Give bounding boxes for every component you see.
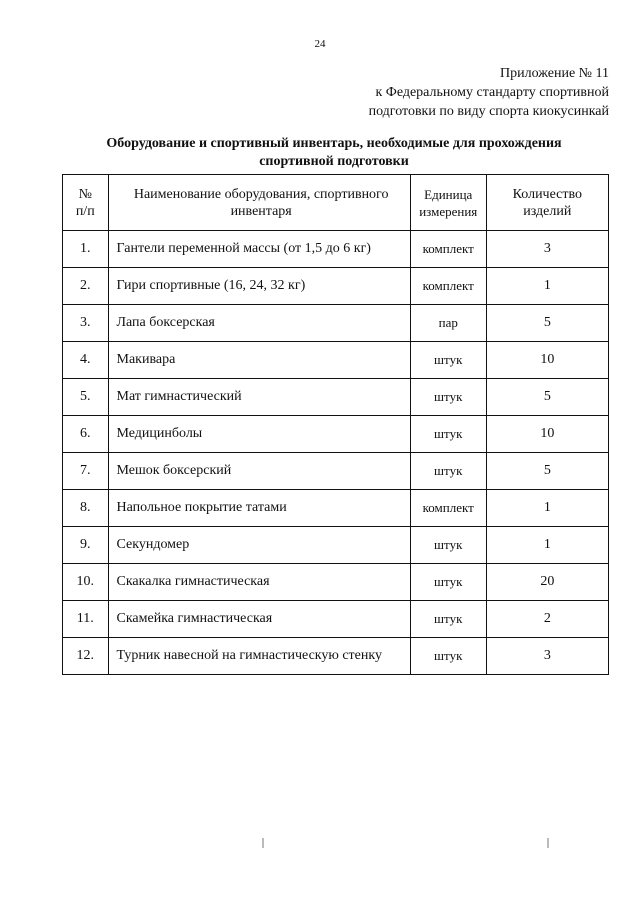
equipment-table: [62, 174, 609, 675]
table-row: [63, 527, 609, 564]
appendix-line-1: Приложение № 11: [500, 66, 609, 81]
cell-unit: штук: [410, 342, 486, 379]
appendix-line-2: к Федеральному стандарту спортивной: [375, 85, 609, 100]
cell-qty: 20: [486, 564, 608, 601]
cell-num: 3.: [63, 305, 109, 342]
cell-unit: штук: [410, 453, 486, 490]
cell-num: 7.: [63, 453, 109, 490]
cell-num: 11.: [63, 601, 109, 638]
table-row: [63, 453, 609, 490]
table-row: [63, 268, 609, 305]
cell-qty: 2: [486, 601, 608, 638]
cell-unit: комплект: [410, 268, 486, 305]
header-name-line-1: Наименование оборудования, спортивного: [133, 186, 389, 202]
cell-qty: 3: [486, 638, 608, 675]
header-unit-line-2: измерения: [419, 203, 478, 219]
cell-unit: штук: [410, 564, 486, 601]
cell-qty: 1: [486, 268, 608, 305]
cell-name: Гантели переменной массы (от 1,5 до 6 кг): [108, 231, 410, 268]
cell-num: 5.: [63, 379, 109, 416]
header-name: [108, 175, 410, 231]
header-qty: [486, 175, 608, 231]
table-header-row: [63, 175, 609, 231]
header-qty-line-2: изделий: [523, 203, 572, 219]
table-row: [63, 416, 609, 453]
cell-name: Гири спортивные (16, 24, 32 кг): [108, 268, 410, 305]
cell-num: 9.: [63, 527, 109, 564]
table-row: [63, 638, 609, 675]
cell-num: 10.: [63, 564, 109, 601]
cell-num: 12.: [63, 638, 109, 675]
appendix-heading: [369, 64, 609, 121]
cell-qty: 5: [486, 305, 608, 342]
table-row: [63, 342, 609, 379]
table-row: [63, 231, 609, 268]
cell-unit: штук: [410, 527, 486, 564]
cell-num: 4.: [63, 342, 109, 379]
cell-unit: комплект: [410, 490, 486, 527]
title-line-2: спортивной подготовки: [259, 154, 409, 169]
cell-name: Скамейка гимнастическая: [108, 601, 410, 638]
cell-qty: 5: [486, 379, 608, 416]
header-name-line-2: инвентаря: [230, 203, 292, 219]
header-num-line-1: №: [78, 186, 92, 202]
cell-name: Мешок боксерский: [108, 453, 410, 490]
cell-name: Медицинболы: [108, 416, 410, 453]
cell-unit: пар: [410, 305, 486, 342]
header-num-line-2: п/п: [75, 203, 95, 219]
header-num: [63, 175, 109, 231]
cell-unit: комплект: [410, 231, 486, 268]
cell-num: 6.: [63, 416, 109, 453]
cell-name: Макивара: [108, 342, 410, 379]
cell-name: Секундомер: [108, 527, 410, 564]
cell-unit: штук: [410, 638, 486, 675]
header-qty-line-1: Количество: [512, 186, 583, 202]
page-number: 24: [314, 38, 326, 50]
cell-qty: 5: [486, 453, 608, 490]
table-row: [63, 564, 609, 601]
cell-num: 1.: [63, 231, 109, 268]
scan-mark: [262, 838, 264, 848]
cell-num: 2.: [63, 268, 109, 305]
table-row: [63, 601, 609, 638]
cell-qty: 10: [486, 342, 608, 379]
appendix-line-3: подготовки по виду спорта киокусинкай: [368, 104, 609, 119]
cell-qty: 10: [486, 416, 608, 453]
table-row: [63, 305, 609, 342]
document-title: [60, 135, 608, 171]
cell-name: Мат гимнастический: [108, 379, 410, 416]
cell-unit: штук: [410, 601, 486, 638]
cell-unit: штук: [410, 416, 486, 453]
header-unit-line-1: Единица: [424, 186, 473, 202]
cell-qty: 1: [486, 490, 608, 527]
cell-name: Напольное покрытие татами: [108, 490, 410, 527]
cell-num: 8.: [63, 490, 109, 527]
cell-unit: штук: [410, 379, 486, 416]
cell-name: Турник навесной на гимнастическую стенку: [108, 638, 410, 675]
cell-name: Лапа боксерская: [108, 305, 410, 342]
title-line-1: Оборудование и спортивный инвентарь, необходимые для прохождения: [106, 136, 562, 151]
table-row: [63, 379, 609, 416]
table-row: [63, 490, 609, 527]
table-body: [63, 231, 609, 675]
scan-mark: [547, 838, 549, 848]
cell-name: Скакалка гимнастическая: [108, 564, 410, 601]
header-unit: [410, 175, 486, 231]
cell-qty: 3: [486, 231, 608, 268]
cell-qty: 1: [486, 527, 608, 564]
